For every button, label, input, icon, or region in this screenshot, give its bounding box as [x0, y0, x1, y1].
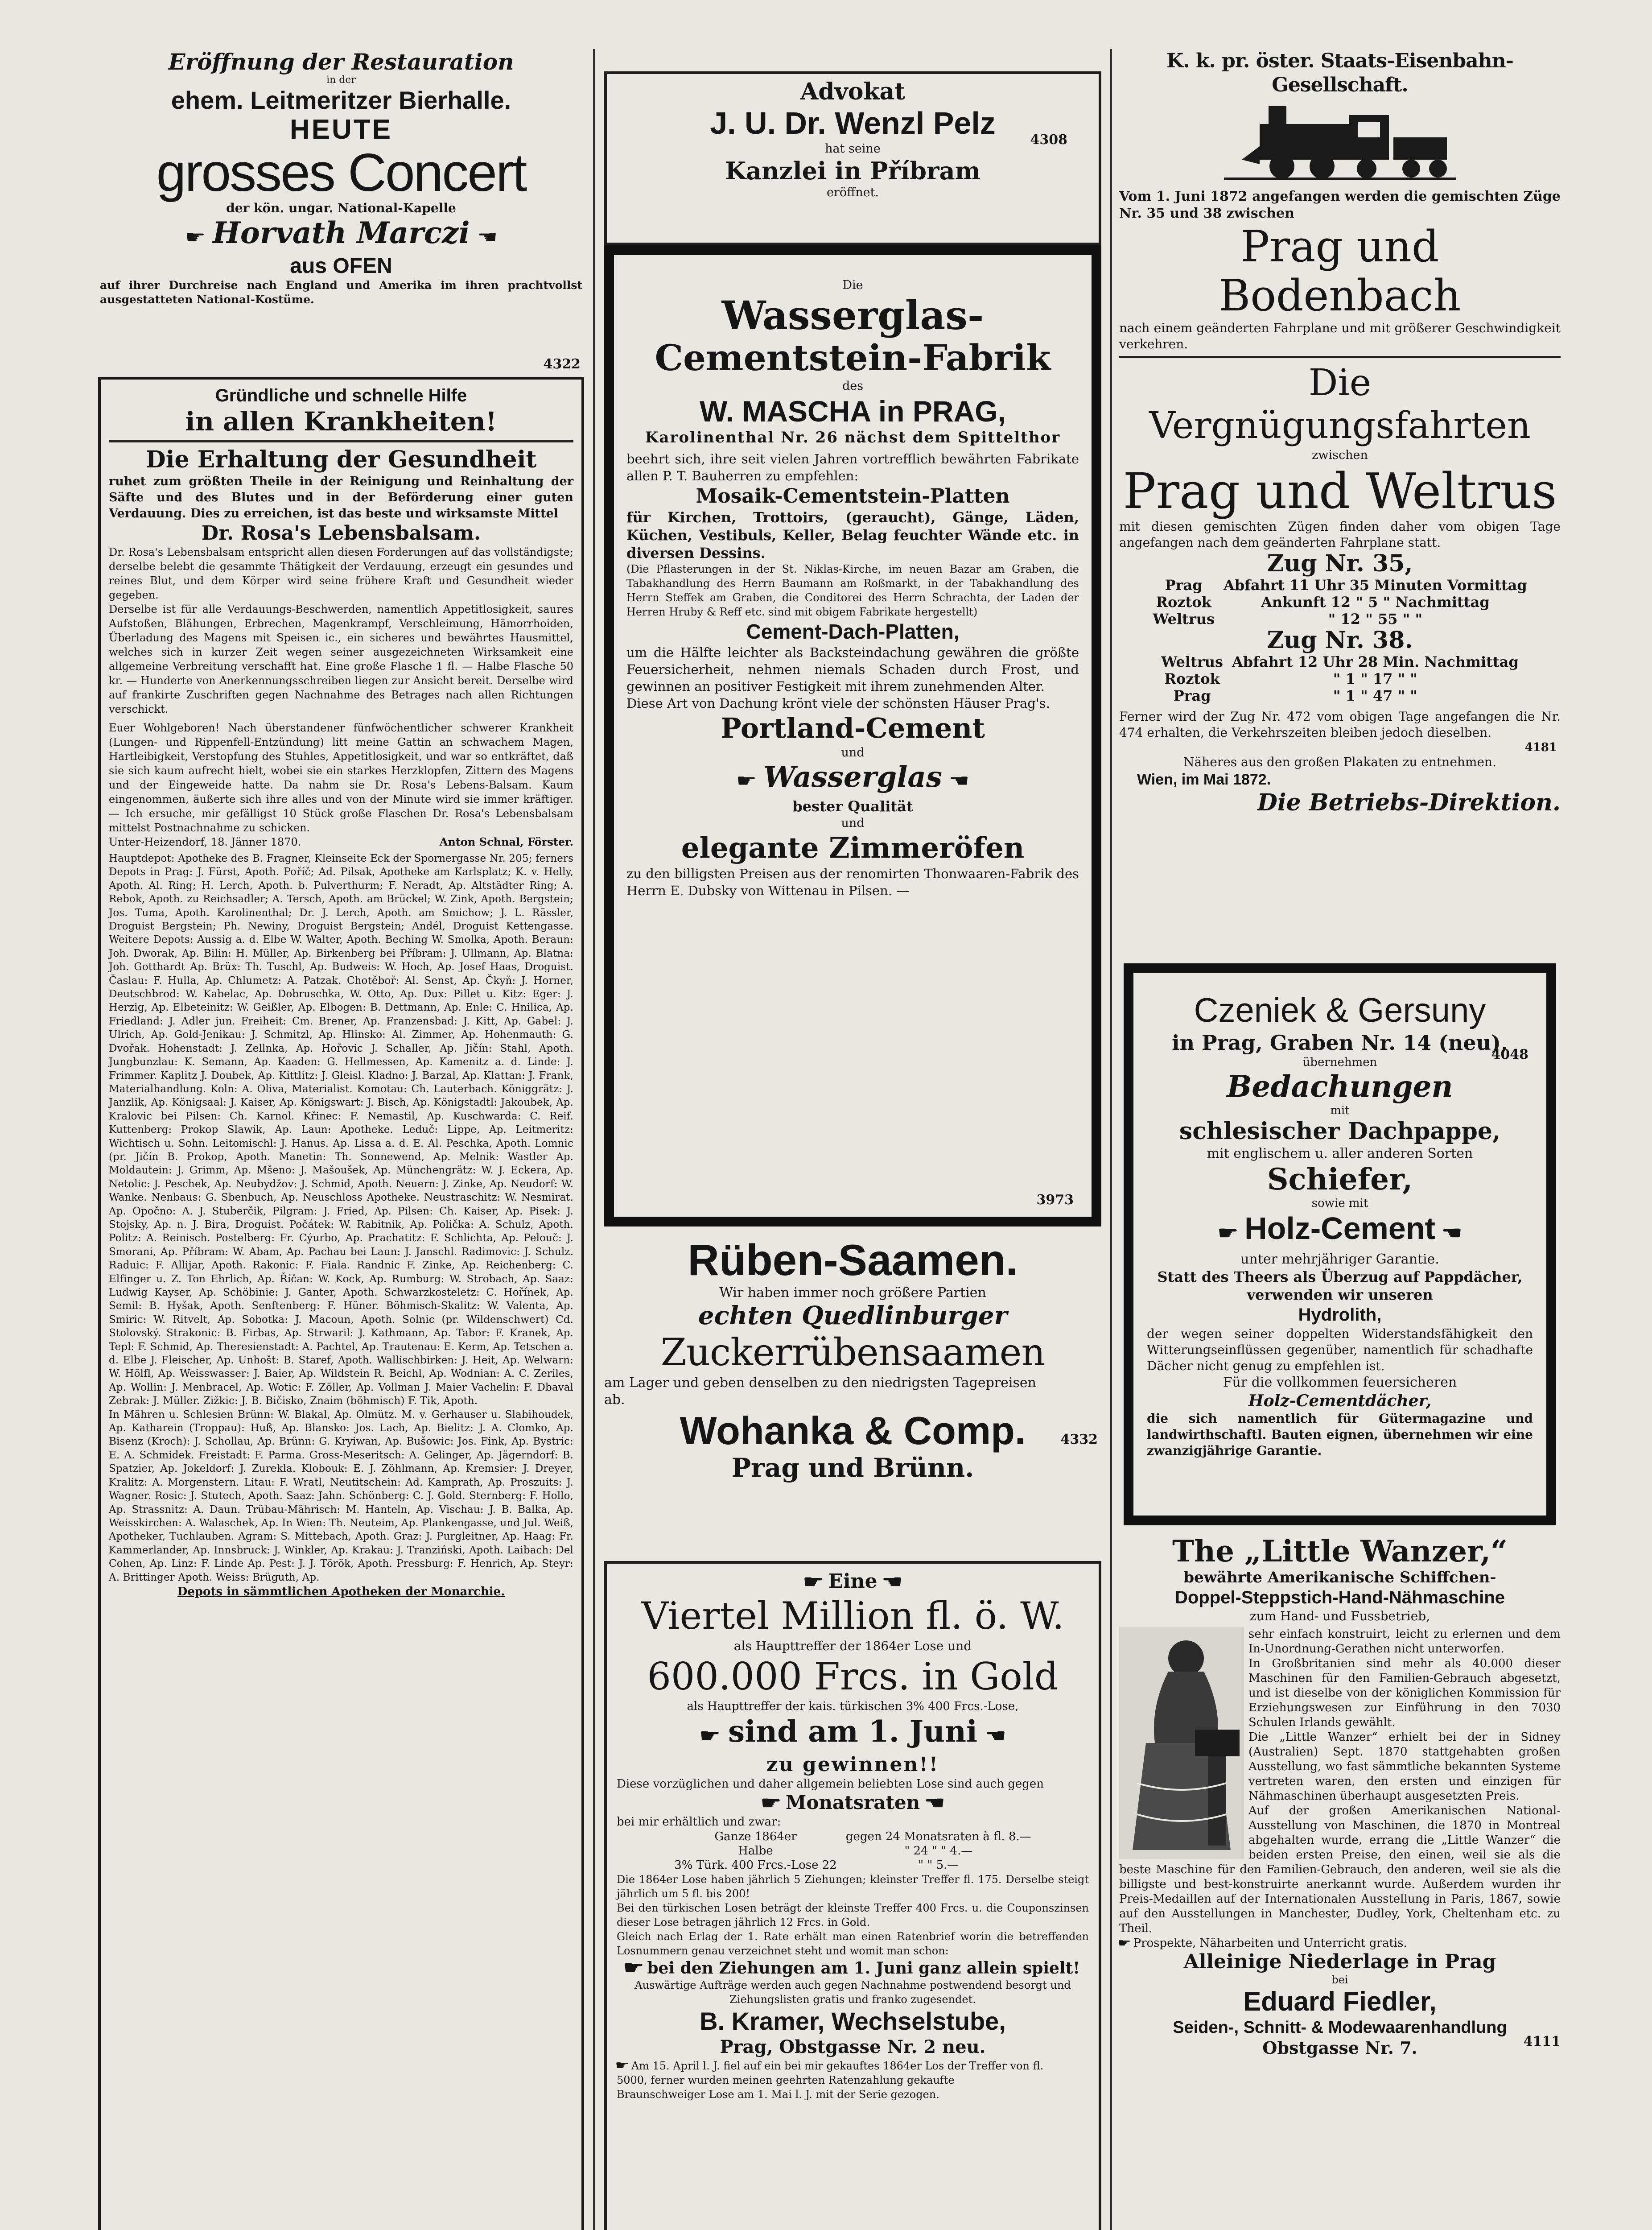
table-row	[670, 1844, 1036, 1858]
rueben-offer: am Lager und geben denselben zu den niedrigsten Tagepreisen ab.	[604, 1375, 1036, 1408]
table-row	[1157, 687, 1523, 704]
railway-company: K. k. pr. öster. Staats-Eisenbahn-Gesellschaft.	[1166, 50, 1513, 96]
concert-heute: HEUTE	[289, 114, 393, 145]
concert-in-der: in der	[326, 74, 356, 86]
pointing-hand-icon: ☛	[1117, 1937, 1131, 1950]
ad-number: 3973	[1036, 1192, 1074, 1208]
pointing-hand-icon: ☛	[615, 2058, 630, 2073]
lottery-subtext-1: als Haupttreffer der 1864er Lose	[733, 1639, 944, 1653]
czeniek-gersuny-ad	[1124, 963, 1556, 1525]
mascha-product-4: Wasserglas	[763, 760, 942, 794]
seamstress-illustration	[1119, 1627, 1244, 1859]
pelz-opened: eröffnet.	[826, 186, 879, 199]
wanzer-desc-4: Auf der großen Amerikanischen National-Ausstellung von Maschinen, die 1870 in Montreal abgehalten wurde, errang die „Little Wanzer“ die beiden ersten Preise, den einen, weil sie als die beste Maschine für den Familien-Gebrauch, den anderen, weil sie als die billigste und best-konstruirte anerkannt wurde. Außerdem wurden ihr Preis-Medaillen auf der Internationalen Ausstellung in Paris, 1867, sowie auf den Ausstellungen in Manchester, Dudley, York, Cheltenham etc. zu Theil.	[1119, 1804, 1561, 1935]
table-cell: " 1 " 17 " "	[1333, 670, 1417, 687]
mascha-product-2-note: Diese Art von Dachung krönt viele der schönsten Häuser Prag's.	[626, 696, 1050, 711]
table-cell: Prag	[1165, 577, 1203, 594]
czeniek-service-1: Bedachungen	[1227, 1069, 1453, 1104]
lottery-rates-table	[670, 1829, 1036, 1872]
czeniek-uebernehmen: übernehmen	[1302, 1056, 1377, 1069]
mascha-references: (Die Pflasterungen in der St. Niklas-Kirche, im neuen Bazar am Graben, die Tabakhandlung des Herrn Baumann am Roßmarkt, in der Tabakhandlung des Herrn Steffek am Graben, die Conditorei des Herrn Schrachta, der Laden der Herren Hruby & Reff etc. sind mit obigem Fabrikate hergestellt)	[626, 563, 1079, 618]
ad-number: 4332	[1060, 1432, 1098, 1447]
mascha-address: Karolinenthal Nr. 26 nächst dem Spittelthor	[645, 429, 1061, 446]
czeniek-mit: mit	[1330, 1104, 1350, 1117]
table-row	[670, 1858, 1036, 1872]
train-35-title: Zug Nr. 35,	[1267, 550, 1413, 577]
rosa-footer: Depots in sämmtlichen Apotheken der Monarchie.	[177, 1585, 505, 1598]
rosa-lebensbalsam-ad	[98, 377, 584, 2230]
czeniek-sowie-mit: sowie mit	[1311, 1197, 1368, 1210]
railway-excursion-note: mit diesen gemischten Zügen finden daher vom obigen Tage angefangen nach dem geänderten Fahrplane statt.	[1119, 519, 1561, 550]
lottery-note-2: Bei den türkischen Losen beträgt der kleinste Treffer 400 Frcs. u. die Couponszinsen dieser Lose betragen jährlich 12 Frcs. in Gold.	[617, 1902, 1089, 1929]
concert-headline: grosses Concert	[156, 143, 526, 202]
rueben-cities: Prag und Brünn.	[731, 1453, 974, 1483]
pelz-title: Advokat	[800, 78, 906, 105]
railway-ad	[1119, 49, 1561, 946]
czeniek-warranty: die sich namentlich für Gütermagazine und landwirthschaftl. Bauten eignen, übernehmen wir eine zwanzigjährige Garantie.	[1147, 1411, 1533, 1458]
table-cell: " 1 " 47 " "	[1333, 687, 1417, 704]
pelz-hat-seine: hat seine	[825, 142, 881, 156]
wanzer-dealer: Eduard Fiedler,	[1243, 1986, 1437, 2016]
ad-number: 4308	[1030, 132, 1067, 148]
pointing-hand-icon: ☛	[699, 1725, 721, 1746]
mascha-product-2: Cement-Dach-Platten,	[746, 620, 960, 643]
rueben-title: Rüben-Saamen.	[688, 1235, 1018, 1284]
rosa-heading-3: Die Erhaltung der Gesundheit	[145, 446, 537, 473]
rueben-saamen-ad	[604, 1235, 1101, 1557]
table-cell: Prag	[1173, 687, 1211, 704]
table-cell: Roztok	[1164, 670, 1220, 687]
mascha-product-3: Portland-Cement	[720, 712, 985, 744]
table-row	[1157, 653, 1523, 670]
pointing-hand-icon: ☛	[924, 1792, 945, 1813]
wanzer-title: The „Little Wanzer,“	[1172, 1534, 1508, 1569]
pointing-hand-icon: ☛	[1441, 1223, 1462, 1243]
pelz-office: Kanzlei in Příbram	[725, 157, 980, 185]
table-cell: gegen 24 Monatsraten à fl. 8.—	[845, 1830, 1031, 1843]
mascha-die: Die	[842, 278, 863, 292]
pointing-hand-icon: ☛	[185, 227, 206, 248]
mascha-company: W. MASCHA in PRAG,	[700, 395, 1006, 428]
lottery-subtext-2: als Haupttreffer der kais. türkischen 3% 400 Frcs.-Lose,	[687, 1700, 1019, 1713]
railway-route-2: Prag und Weltrus	[1123, 463, 1557, 520]
concert-venue: ehem. Leitmeritzer Bierhalle.	[171, 86, 511, 114]
mascha-und-2: und	[841, 816, 865, 830]
ad-number: 4111	[1523, 2034, 1561, 2049]
czeniek-hydrolith-desc: der wegen seiner doppelten Widerstandsfähigkeit den Witterungseinflüssen gegenüber, namentlich für schadhafte Dächer nicht genug zu empfehlen ist.	[1147, 1326, 1533, 1373]
lottery-headline-2: 600.000 Frcs. in Gold	[647, 1655, 1059, 1698]
rosa-paragraph-1: Dr. Rosa's Lebensbalsam entspricht allen diesen Forderungen auf das vollständigste; derselbe belebt die gesammte Thätigkeit der Verdauung, erzeugt ein gesundes und reines Blut, und dem Körper wird seine frühere Kraft und Gesundheit wieder gegeben.	[109, 546, 573, 601]
lottery-eine: Eine	[828, 1570, 877, 1593]
pointing-hand-icon: ☛	[760, 1792, 782, 1813]
rosa-heading-1: Gründliche und schnelle Hilfe	[215, 386, 467, 405]
table-cell: Ankunft 12 " 5 " Nachmittag	[1261, 594, 1490, 611]
concert-origin: aus OFEN	[290, 254, 392, 278]
railway-date: Wien, im Mai 1872.	[1137, 771, 1271, 788]
mascha-des: des	[842, 379, 864, 393]
railway-excursions: Die Vergnügungsfahrten	[1149, 362, 1531, 447]
mascha-heading-2: Cementstein-Fabrik	[655, 337, 1051, 379]
concert-ad	[98, 49, 584, 375]
czeniek-material-1: schlesischer Dachpappe,	[1179, 1118, 1501, 1145]
wanzer-sub-1: bewährte Amerikanische Schiffchen-	[1183, 1569, 1496, 1586]
czeniek-fireproof: Für die vollkommen feuersicheren	[1223, 1375, 1457, 1390]
pointing-hand-icon: ☛	[803, 1571, 824, 1592]
lottery-address: Prag, Obstgasse Nr. 2 neu.	[720, 2036, 986, 2057]
rosa-intro: ruhet zum größten Theile in der Reinigung und Reinhaltung der Säfte und des Blutes und in der Beförderung einer guten Verdauung. Dies zu erreichen, ist das beste und wirksamste Mittel	[109, 475, 573, 520]
czeniek-hydrolith: Hydrolith,	[1298, 1305, 1382, 1325]
ad-number: 4048	[1491, 1047, 1528, 1062]
wanzer-desc-3: Die „Little Wanzer“ erhielt bei der in Sidney (Australien) Sept. 1870 stattgehabten großen Ausstellung, wo fast sämmtliche bekannten Systeme vertreten waren, den ersten und einzigen für Nähmaschinen überhaupt ausgesetzten Preis.	[1248, 1730, 1561, 1803]
rosa-paragraph-2: Derselbe ist für alle Verdauungs-Beschwerden, namentlich Appetitlosigkeit, saures Aufstoßen, Blähungen, Erbrechen, Magenkrampf, Verschleimung, Hämorrhoiden, Überladung des Magens mit Speisen ic., ein sicheres und bewährtes Hausmittel, welches sich in kurzer Zeit wegen seiner ausgezeichneten Wirksamkeit eine allgemeine Verbreitung verschafft hat. Eine große Flasche 1 fl. — Halbe Flasche 50 kr. — Hunderte von Anerkennungsschreiben liegen zur Ansicht bereit. Derselbe wird auf frankirte Zuschriften gegen Nachnahme des Betrages nach allen Richtungen verschickt.	[109, 603, 573, 715]
table-cell: " 12 " 55 " "	[1328, 611, 1423, 628]
pointing-hand-icon: ☛	[1217, 1223, 1239, 1243]
wanzer-dealer-trade: Seiden-, Schnitt- & Modewaarenhandlung	[1173, 2018, 1507, 2037]
mascha-product-5: elegante Zimmeröfen	[681, 831, 1025, 865]
train-35-table	[1148, 577, 1531, 628]
wanzer-dealer-address: Obstgasse Nr. 7.	[1262, 2038, 1417, 2058]
concert-title: Eröffnung der Restauration	[168, 49, 514, 75]
rosa-sign-name: Anton Schnal, Förster.	[439, 835, 573, 848]
pointing-hand-icon: ☛	[948, 771, 970, 791]
pelz-name: J. U. Dr. Wenzl Pelz	[710, 106, 996, 140]
table-cell: " 24 " " 4.—	[904, 1844, 973, 1858]
czeniek-wood-cement-roofs: Holz-Cementdächer,	[1248, 1392, 1432, 1410]
table-row	[670, 1829, 1036, 1844]
rosa-moravia-depots: In Mähren u. Schlesien Brünn: W. Blakal, Ap. Olmütz. M. v. Gerhauser u. Slabihoudek, Ap. Katharein (Troppau): Huß, Ap. Blansko: Jos. Lach, Ap. Bielitz: J. A. Clomko, Ap. Bisenz (Kroch): J. Schollau, Ap. Brünn: G. Kryiwan, Ap. Bušowic: Jos. Fink, Ap. Bystric: E. A. Schmidek. Freistadt: F. Parma. Gross-Meseritsch: A. Gelinger, Ap. Jägerndorf: B. Spatzier, Ap. Jokeldorf: J. Zurekla. Klobouk: E. J. Zöhlmann, Ap. Kremsier: J. Dreyer, Kralitz: A. Morgenstern. Litau: F. Wratl, Neutitschein: Ad. Kamprath, Ap. Proszuits: J. Wagner. Rosic: J. Stutech, Apoth. Saaz: Jahn. Schönberg: C. J. Gold. Sternberg: F. Hollo, Ap. Strassnitz: A. Daun. Trübau-Mährisch: M. Hanteln, Ap. Vischau: J. B. Balka, Ap. Weisskirchen: A. Walaschek, Ap. In Wien: Th. Neuteim, Ap. Plankengasse, und Jul. Weiß, Apotheker, Tuchlauben. Agram: S. Mittebach, Apoth. Graz: J. Purgleitner, Ap. Haag: Fr. Kammerlander, Ap. Innsbruck: J. Winkler, Ap. Krakau: J. Tranziński, Apoth. Laibach: Del Cohen, Ap. Linz: F. Linde Ap. Pest: J. J. Török, Apoth. Pressburg: F. Henrich, Ap. Steyr: A. Brittinger Apoth. Weiss: Brüguth, Ap.	[109, 1408, 573, 1583]
lottery-win: zu gewinnen!!	[766, 1753, 939, 1776]
wanzer-bei: bei	[1331, 1974, 1348, 1986]
lottery-headline-1: Viertel Million fl. ö. W.	[641, 1594, 1064, 1638]
table-cell: " " 5.—	[918, 1858, 959, 1872]
railway-signature: Die Betriebs-Direktion.	[1257, 789, 1561, 816]
railway-zwischen: zwischen	[1312, 448, 1368, 462]
table-cell: Weltrus	[1161, 653, 1223, 670]
rueben-variety: echten Quedlinburger	[698, 1301, 1008, 1330]
lottery-play-alone: bei den Ziehungen am 1. Juni ganz allein spielt!	[647, 1959, 1080, 1978]
mascha-und: und	[841, 746, 865, 760]
railway-intro: Vom 1. Juni 1872 angefangen werden die gemischten Züge Nr. 35 und 38 zwischen	[1119, 189, 1561, 221]
czeniek-hydrolith-intro: Statt des Theers als Überzug auf Pappdächer, verwenden wir unseren	[1157, 1268, 1523, 1303]
wanzer-sub-3: zum Hand- und Fussbetrieb,	[1249, 1609, 1430, 1623]
pointing-hand-icon: ☛	[882, 1571, 903, 1592]
czeniek-guarantee: unter mehrjähriger Garantie.	[1240, 1251, 1439, 1267]
rueben-intro: Wir haben immer noch größere Partien	[719, 1285, 986, 1301]
rosa-testimonial: Euer Wohlgeboren! Nach überstandener fünfwöchentlicher schwerer Krankheit (Lungen- und Rippenfell-Entzündung) litt meine Gattin an schwachem Magen, Hartleibigkeit, Verstopfung des Stuhles, Appetitlosigkeit, und war so entkräftet, daß sie sich kaum aufrecht hielt, wobei sie ein starkes Herzklopfen, Zittern des Magens und der Eingeweide hatte. Da nahm sie Dr. Rosa's Lebens-Balsam. Kaum eingenommen, äußerte sich ihre alles und von der Minute wird sie immer kräftiger. — Ich ersuche, mir gefälligst 10 Stück große Flaschen Dr. Rosa's Lebensbalsam mittelst Postnachnahme zu schicken.	[109, 722, 573, 834]
lottery-date: sind am 1. Juni	[728, 1714, 978, 1749]
table-cell: Roztok	[1156, 594, 1211, 611]
rosa-sign-place: Unter-Heizendorf, 18. Jänner 1870.	[109, 836, 301, 848]
lottery-note-3: Gleich nach Erlag der 1. Rate erhält man einen Ratenbrief worin die betreffenden Losnummern genau verzeichnet steht und womit man schon:	[617, 1930, 1089, 1957]
table-row	[1157, 670, 1523, 687]
mascha-quality: bester Qualität	[792, 798, 913, 815]
railway-schedule-note: nach einem geänderten Fahrplane und mit größerer Geschwindigkeit verkehren.	[1119, 321, 1561, 351]
ad-number: 4181	[1524, 741, 1557, 754]
rueben-company: Wohanka & Comp.	[680, 1408, 1026, 1453]
mascha-ad	[604, 245, 1101, 1226]
rosa-depot-list: Hauptdepot: Apotheke des B. Fragner, Kleinseite Eck der Spornergasse Nr. 205; ferners Depots in Prag: J. Fürst, Apoth. Poříč; Ad. Pilsak, Apotheke am Karlsplatz; K. v. Helly, Apoth. Al. Ring; H. Lerch, Apoth. b. Pulverthurm; F. Neradt, Ap. Altstädter Ring; A. Rebok, Apoth. zu Reichsadler; A. Tersch, Apoth. am Brückel; W. Zink, Apoth. Bergstein; Jos. Tuma, Apoth. Karolinenthal; Dr. J. Lerch, Apoth. am Smichow; J. L. Rässler, Droguist Bergstein; Ph. Newiny, Droguist Bergstein; Andél, Droguist Kettengasse. Weitere Depots: Aussig a. d. Elbe W. Walter, Apoth. Beching W. Smolka, Apoth. Beraun: Joh. Dworak, Ap. Bilin: H. Müller, Ap. Birkenberg bei Příbram: J. Ullmann, Ap. Blatna: Joh. Gotthardt Ap. Brüx: Th. Tuschl, Ap. Budweis: W. Hoch, Ap. Josef Haas, Droguist. Časlau: F. Hulla, Ap. Chlumetz: A. Patzak. Chotěboř: Al. Senst, Ap. Čkyň: J. Horner, Deutschbrod: W. Kabelac, Ap. Dobruschka, W. Otto, Ap. Dux: Pillet u. Kitz: Eger: J. Herzig, Ap. Elbeteinitz: W. Geißler, Ap. Elbogen: B. Dettmann, Ap. Enle: C. Hnilica, Ap. Friedland: J. Adler jun. Freiheit: Cm. Brener, Ap. Franzensbad: J. Kitt, Ap. Gabel: J. Ulrich, Ap. Gold-Jenikau: J. Schmitzl, Ap. Hlinsko: Al. Zimmer, Ap. Hohenmauth: G. Dvořak. Hohenstadt: J. Zellnka, Ap. Hořovic J. Schaller, Ap. Jičín: Stahl, Apoth. Jungbunzlau: K. Semann, Ap. Kaaden: G. Hellmessen, Ap. Kamenitz a. d. Linde: J. Frimmer. Kaplitz J. Doubek, Ap. Kittlitz: J. Gleisl. Kladno: J. Barzal, Ap. Klattan: J. Frank, Materialhandlung. Koln: A. Oliva, Materialist. Komotau: Ch. Lauterbach. Königgrätz: J. Janzlik, Ap. Königsaal: J. Kaiser, Ap. Königswart: J. Bisch, Ap. Königstadtl: Jakoubek, Ap. Kralovic bei Pilsen: Ch. Karnol. Křinec: F. Nemastil, Ap. Kuschwarda: C. Reif. Kuttenberg: Prokop Slawik, Ap. Laun: Apotheke. Leduč: Lippe, Ap. Leitmeritz: Wichtisch u. Sohn. Leitomischl: J. Hanus. Ap. Lissa a. d. E. Al. Peschka, Apoth. Lomnic (pr. Jičín B. Prokop, Apoth. Manetin: Th. Sonnewend, Ap. Melnik: Wastler Ap. Moldautein: J. Grimm, Ap. Mšeno: J. Mašoušek, Ap. Münchengrätz: W. J. Eckera, Ap. Netolic: J. Peschek, Ap. Neubydžov: J. Schmid, Apoth. Neuern: J. Zinke, Ap. Neudorf: W. Wanke. Nenbaus: G. Sbenbuch, Ap. Neuschloss Apotheke. Neustraschitz: W. Nesmirat. Ap. Opočno: A. J. Stuberčik, Pilgram: J. Fried, Ap. Pilsen: Ch. Kaiser, Ap. Pisek: J. Stojsky, Ap. n. J. Bira, Droguist. Počátek: W. Rabitnik, Ap. Polička: A. Schulz, Apoth. Politz: A. Reinisch. Postelberg: Fr. Cýurbo, Ap. Prachatitz: F. Schlichta, Ap. Pelouč: J. Smorani, Ap. Příbram: W. Abam, Ap. Pachau bei Laun: J. Janschl. Radimovic: J. Schulz. Raduic: F. Allijar, Apoth. Rakonic: F. Fiala. Randnic F. Zinke, Ap. Reichenberg: C. Elfinger u. Z. Ton Ehrlich, Ap. Říčan: W. Kock, Ap. Rumburg: W. Strobach, Ap. Saaz: Ludwig Kayser, Ap. Schöbinie: J. Ganter, Apoth. Schwarzkosteletz: C. Hořínek, Ap. Semil: B. Hyšak, Apoth. Senftenberg: F. Hüner. Böhmisch-Skalitz: W. Valenta, Ap. Smiric: W. Ritvelt, Ap. Sobotka: J. Macoun, Apoth. Solnic (pr. Wildenschwert) Cd. Stolovský. Strakonic: B. Firbas, Ap. Strwaril: J. Kathmann, Ap. Tabor: F. Kranek, Ap. Tepl: F. Schmid, Ap. Theresienstadt: A. Pachtel, Ap. Trautenau: E. Kerm, Ap. Tetschen a. d. Elbe J. Fleischer, Ap. Unhošt: B. Staref, Apoth. Wallischbirken: J. Heit, Ap. Welwarn: W. Hölfl, Ap. Weisswasser: J. Baier, Ap. Wildstein R. Beichl, Ap. Wodnian: A. C. Zeriles, Ap. Wollin: J. Menbracel, Ap. Wotic: F. Zöller, Ap. Vollman J. Maier Vachelin: F. Dbaval Zebrak: J. Müller. Zižkic: J. B. Bičisko, Znaim (böhmisch) F. Tik, Apoth.	[109, 853, 573, 1407]
wanzer-desc-1: sehr einfach konstruirt, leicht zu erlernen und dem In-Unordnung-Gerathen nicht unterworfen.	[1248, 1627, 1561, 1656]
column-rule	[1110, 49, 1112, 2230]
rosa-product-name: Dr. Rosa's Lebensbalsam.	[201, 522, 481, 545]
little-wanzer-ad	[1119, 1534, 1561, 2230]
table-cell: Abfahrt 11 Uhr 35 Minuten Vormittag	[1224, 577, 1527, 594]
concert-band-name: Horvath Marczi	[212, 215, 470, 250]
czeniek-material-note: mit englischem u. aller anderen Sorten	[1207, 1146, 1473, 1161]
table-cell: Abfahrt 12 Uhr 28 Min. Nachmittag	[1232, 653, 1519, 670]
czeniek-material-2: Schiefer,	[1267, 1162, 1413, 1197]
table-cell: 3% Türk. 400 Frcs.-Lose 22	[674, 1858, 837, 1872]
wanzer-sole-outlet: Alleinige Niederlage in Prag	[1183, 1950, 1496, 1973]
railway-posters: Näheres aus den großen Plakaten zu entnehmen.	[1183, 755, 1496, 769]
mascha-product-1: Mosaik-Cementstein-Platten	[696, 485, 1010, 508]
wanzer-desc-2: In Großbritanien sind mehr als 40.000 dieser Maschinen für den Familien-Gebrauch abgesetzt, und ist dieselbe von der königlichen Kommission für Erziehungswesen zur Einführung in den 7030 Schulen Irlands gewählt.	[1248, 1657, 1561, 1729]
mascha-intro: beehrt sich, ihre seit vielen Jahren vortrefflich bewährten Fabrikate allen P. T. Bauherren zu empfehlen:	[626, 451, 1079, 483]
railway-train-472: Ferner wird der Zug Nr. 472 vom obigen Tage angefangen die Nr. 474 erhalten, die Verkehrszeiten bleiben jedoch dieselben.	[1119, 709, 1561, 740]
railway-route-1: Prag und Bodenbach	[1219, 222, 1461, 321]
lottery-company: B. Kramer, Wechselstube,	[700, 2007, 1006, 2035]
table-cell: Ganze 1864er	[714, 1830, 797, 1843]
table-row	[1148, 594, 1531, 611]
lottery-note-1: Die 1864er Lose haben jährlich 5 Ziehungen; kleinster Treffer fl. 175. Derselbe steigt jährlich um 5 fl. bis 200!	[617, 1873, 1089, 1900]
concert-kapelle: der kön. ungar. National-Kapelle	[226, 201, 456, 215]
newspaper-page	[98, 49, 1561, 2230]
divider	[109, 440, 573, 442]
locomotive-icon	[1224, 97, 1456, 186]
wanzer-prospects: Prospekte, Näharbeiten und Unterricht gratis.	[1133, 1937, 1407, 1950]
pointing-hand-icon: ☛	[477, 227, 498, 248]
divider	[1119, 356, 1561, 358]
lottery-orders: Auswärtige Aufträge werden auch gegen Nachnahme postwendend besorgt und Ziehungslisten gratis und franko zugesendet.	[634, 1979, 1071, 2006]
mascha-product-2-desc: um die Hälfte leichter als Backsteindachung gewähren die größte Feuersicherheit, nehmen niemals Schaden durch Frost, und gewinnen an positiver Festigkeit mit ihrem zunehmenden Alter.	[626, 645, 1079, 694]
lottery-winners: Am 15. April l. J. fiel auf ein bei mir gekauftes 1864er Los der Treffer von fl. 5000, ferner wurden meinen geehrten Ratenzahlung gekaufte Braunschweiger Lose am 1. Mai l. J. mit der Serie gezogen.	[617, 2060, 1044, 2101]
lottery-und: und	[948, 1639, 972, 1653]
concert-details: auf ihrer Durchreise nach England und Amerika im ihren prachtvollst ausgestatteten National-Kostüme.	[100, 279, 582, 306]
table-cell: Weltrus	[1153, 611, 1215, 628]
czeniek-material-3: Holz-Cement	[1244, 1211, 1435, 1246]
wanzer-sub-2: Doppel-Steppstich-Hand-Nähmaschine	[1174, 1588, 1505, 1607]
lottery-ad	[604, 1561, 1101, 2230]
mascha-product-1-uses: für Kirchen, Trottoirs, (geraucht), Gänge, Läden, Küchen, Vestibuls, Keller, Belag feuchter Wände etc. in diversen Dessins.	[626, 509, 1079, 562]
train-38-table	[1157, 653, 1523, 704]
column-rule	[593, 49, 595, 2230]
pointing-hand-icon: ☛	[736, 771, 757, 791]
czeniek-company: Czeniek & Gersuny	[1194, 991, 1486, 1029]
rosa-heading-2: in allen Krankheiten!	[185, 406, 497, 437]
ad-number: 4322	[543, 356, 581, 372]
lottery-monthly-rates: Monatsraten	[785, 1792, 920, 1813]
pointing-hand-icon: ☛	[985, 1725, 1006, 1746]
table-cell: Halbe	[738, 1844, 773, 1858]
pointing-hand-icon: ☛	[623, 1957, 644, 1978]
pelz-ad	[604, 71, 1101, 245]
mascha-heading-1: Wasserglas-	[721, 292, 984, 339]
lottery-available: bei mir erhältlich und zwar:	[617, 1815, 781, 1829]
table-row	[1148, 611, 1531, 628]
table-row	[1148, 577, 1531, 594]
czeniek-address: in Prag, Graben Nr. 14 (neu),	[1172, 1031, 1508, 1055]
train-38-title: Zug Nr. 38.	[1267, 627, 1413, 654]
mascha-stoves-desc: zu den billigsten Preisen aus der renomirten Thonwaaren-Fabrik des Herrn E. Dubsky von Wittenau in Pilsen. —	[626, 866, 1079, 898]
lottery-desc: Diese vorzüglichen und daher allgemein beliebten Lose sind auch gegen	[617, 1777, 1044, 1791]
rueben-product: Zuckerrübensaamen	[660, 1330, 1045, 1374]
